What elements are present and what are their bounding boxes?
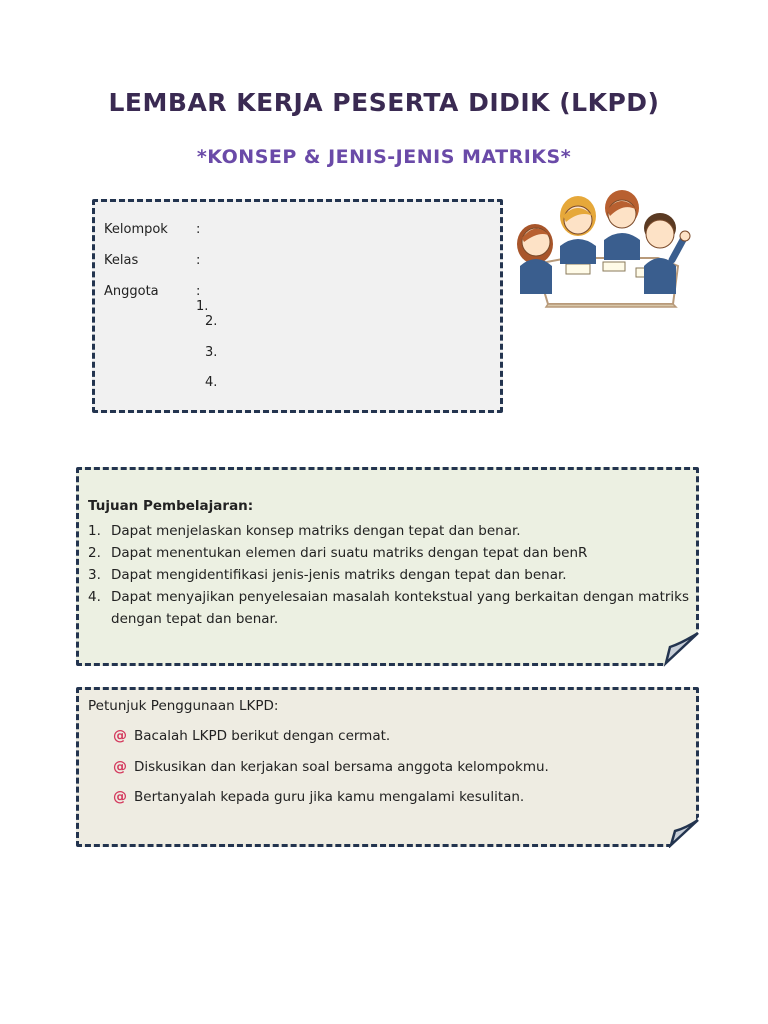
- at-sign-bullet-icon: @: [113, 759, 127, 775]
- goals-title: Tujuan Pembelajaran:: [88, 498, 254, 514]
- field-colon: :: [196, 222, 201, 237]
- member-number: 3.: [205, 345, 218, 360]
- instructions-box: [76, 687, 699, 847]
- instruction-text: Bacalah LKPD berikut dengan cermat.: [134, 728, 391, 744]
- at-sign-bullet-icon: @: [113, 789, 127, 805]
- goal-text: Dapat menyajikan penyelesaian masalah kontekstual yang berkaitan dengan matriks dengan tepat dan benar.: [111, 589, 690, 627]
- member-number: 4.: [205, 375, 218, 390]
- students-studying-at-table-illustration: [508, 186, 698, 314]
- identity-box: [92, 199, 503, 413]
- goal-number: 4.: [88, 589, 101, 605]
- goal-text: Dapat menentukan elemen dari suatu matriks dengan tepat dan benR: [111, 545, 588, 561]
- goal-number: 2.: [88, 545, 101, 561]
- at-sign-bullet-icon: @: [113, 728, 127, 744]
- page-curl-icon: [668, 816, 700, 848]
- goal-number: 1.: [88, 523, 101, 539]
- goal-text: Dapat menjelaskan konsep matriks dengan tepat dan benar.: [111, 523, 521, 539]
- goal-text: Dapat mengidentifikasi jenis-jenis matriks dengan tepat dan benar.: [111, 567, 567, 583]
- page-subtitle: *KONSEP & JENIS-JENIS MATRIKS*: [196, 146, 572, 168]
- instructions-title: Petunjuk Penggunaan LKPD:: [88, 698, 279, 714]
- field-label: Kelompok: [104, 222, 168, 237]
- field-label: Anggota: [104, 284, 159, 299]
- page-curl-icon: [662, 629, 700, 667]
- field-colon: :: [196, 253, 201, 268]
- field-colon: : 1.: [196, 284, 209, 314]
- instruction-text: Diskusikan dan kerjakan soal bersama anggota kelompokmu.: [134, 759, 549, 775]
- page-title: LEMBAR KERJA PESERTA DIDIK (LKPD): [108, 88, 660, 117]
- goal-number: 3.: [88, 567, 101, 583]
- learning-goals-box: [76, 467, 699, 666]
- instruction-text: Bertanyalah kepada guru jika kamu mengalami kesulitan.: [134, 789, 525, 805]
- field-label: Kelas: [104, 253, 139, 268]
- member-number: 2.: [205, 314, 218, 329]
